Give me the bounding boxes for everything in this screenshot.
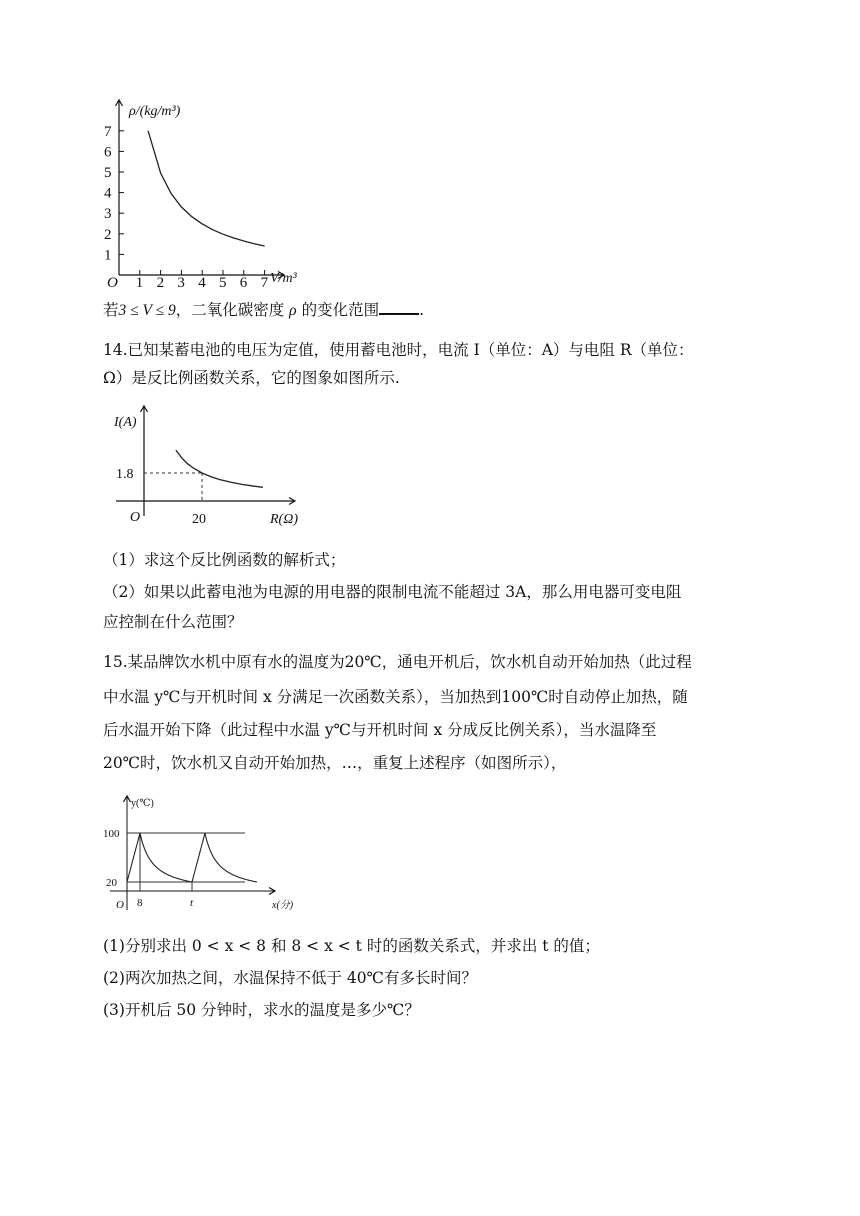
y-tick-label: 2	[104, 226, 112, 243]
q13-range-line	[103, 299, 424, 322]
y-tick-label-100: 100	[103, 828, 120, 840]
x-tick-label: 1	[135, 275, 144, 291]
q14-sub1: （1）求这个反比例函数的解析式；	[103, 551, 346, 569]
q15-sub3: (3)开机后 50 分钟时，求水的温度是多少℃？	[103, 1001, 420, 1019]
y-axis-label: I(A)	[114, 415, 137, 430]
temperature-cycle-1	[127, 833, 192, 882]
x-tick-label: 6	[239, 275, 248, 291]
q15-sub1: (1)分别求出 0 < x < 8 和 8 < x < t 时的函数关系式，并求出 t 的值；	[103, 937, 600, 955]
density-curve	[148, 131, 265, 246]
origin-label: O	[130, 510, 141, 525]
q15-line1: 15.某品牌饮水机中原有水的温度为20℃，通电开机后，饮水机自动开始加热（此过程	[103, 653, 692, 671]
y-tick-label-20: 20	[106, 877, 117, 889]
q14-sub2-line2: 应控制在什么范围？	[103, 613, 243, 631]
q14-line2: Ω）是反比例函数关系，它的图象如图所示.	[103, 369, 400, 387]
x-tick-label: 7	[260, 275, 269, 291]
q14-sub2-line1: （2）如果以此蓄电池为电源的用电器的限制电流不能超过 3A，那么用电器可变电阻	[103, 583, 682, 601]
y-tick-label: 4	[104, 185, 112, 202]
marked-x-label: 20	[192, 512, 206, 527]
q15-sub2: (2)两次加热之间，水温保持不低于 40℃有多长时间？	[103, 969, 477, 987]
water-temperature-chart	[100, 790, 310, 920]
y-axis-label: y(℃)	[131, 798, 154, 809]
x-tick-label-t: t	[190, 897, 194, 909]
x-axis-label: x(分)	[272, 900, 294, 911]
current-resistance-chart	[108, 398, 318, 538]
y-tick-label: 1	[104, 247, 112, 264]
q14-line1: 14.已知某蓄电池的电压为定值，使用蓄电池时，电流 I（单位：A）与电阻 R（单位：	[103, 341, 694, 359]
y-tick-label: 5	[104, 165, 112, 181]
temperature-cycle-2	[192, 833, 257, 882]
q13-condition: 3 ≤ V ≤ 9	[118, 302, 176, 319]
x-tick-label-8: 8	[137, 897, 143, 909]
x-tick-label: 3	[177, 275, 185, 291]
origin-label: O	[116, 899, 124, 911]
q15-line2: 中水温 y℃与开机时间 x 分满足一次函数关系），当加热到100℃时自动停止加热，随	[103, 688, 688, 706]
y-tick-label: 7	[104, 123, 112, 140]
x-tick-label: 4	[198, 275, 206, 291]
q13-prefix: 若	[103, 301, 119, 319]
q13-end: .	[419, 301, 425, 319]
q15-line3: 后水温开始下降（此过程中水温 y℃与开机时间 x 分成反比例关系），当水温降至	[103, 721, 657, 739]
x-axis-label: R(Ω)	[270, 512, 298, 527]
rho-symbol: ρ	[289, 302, 297, 319]
x-tick-label: 2	[156, 275, 165, 291]
q13-text2: 的变化范围	[301, 301, 380, 319]
x-tick-label: 5	[219, 275, 227, 291]
y-axis-label: ρ/(kg/m³)	[129, 104, 181, 119]
y-tick-label: 6	[104, 144, 112, 161]
q13-text: ，二氧化碳密度	[175, 301, 285, 319]
origin-label: O	[107, 275, 118, 291]
y-tick-label: 3	[104, 206, 112, 223]
x-axis-label: V/m³	[270, 271, 297, 286]
q15-line4: 20℃时，饮水机又自动开始加热，…，重复上述程序（如图所示），	[103, 754, 567, 772]
density-volume-chart	[90, 95, 310, 295]
marked-y-label: 1.8	[116, 467, 134, 482]
current-curve	[176, 450, 263, 487]
answer-blank	[379, 299, 419, 315]
